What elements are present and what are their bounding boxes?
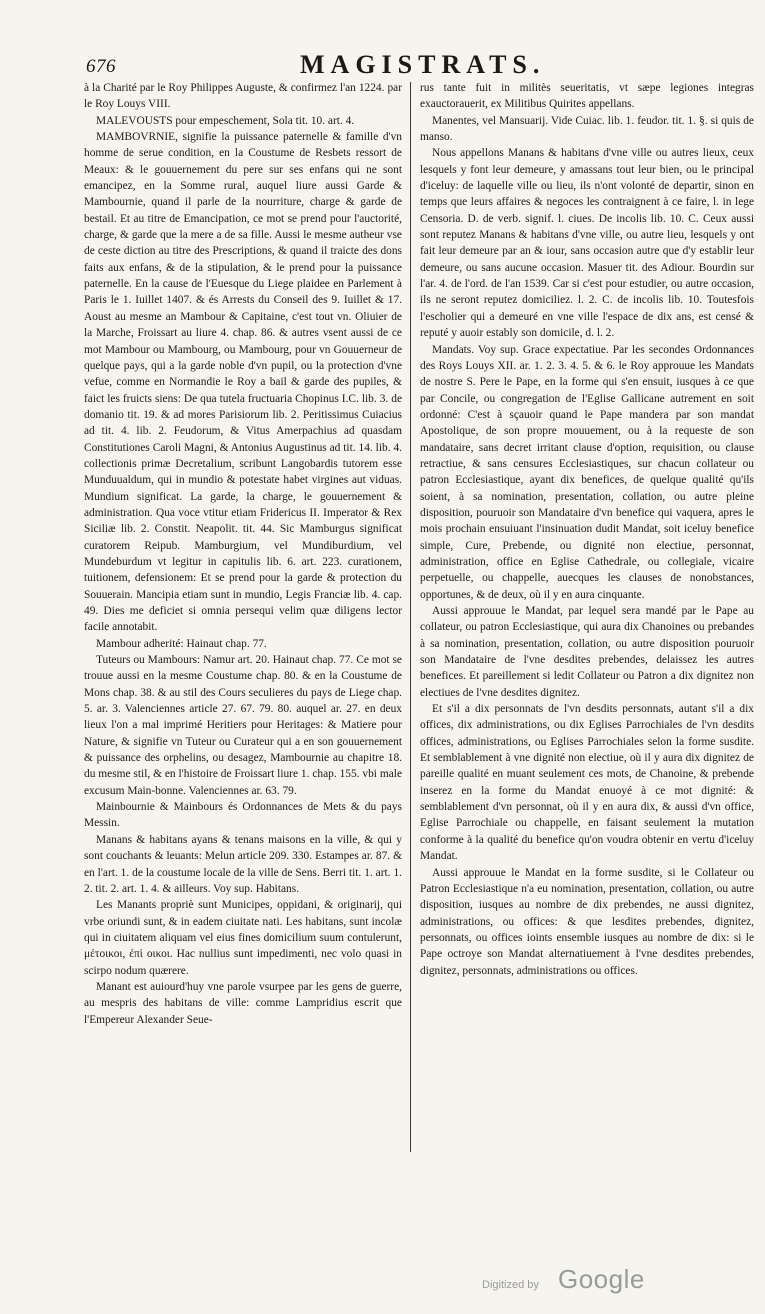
paragraph: Aussi approuue le Mandat, par lequel sera mandé par le Pape au collateur, ou patron Ecclesiastique, qui aura dix Chanoines ou prebandes à sa nomination, presentation, collation, ou autre disposition pouruoir son Mandataire de l'vne desdites prebendes, delaissez les autres benefices. Et pareillement si ledit Collateur ou Patron a dix dignitez non electiues de l'vne desdites dignitez. <box>420 605 754 699</box>
paragraph: Mambour adherité: Hainaut chap. 77. <box>96 637 267 650</box>
paragraph: Mandats. Voy sup. Grace expectatiue. Par les secondes Ordonnances des Roys Louys XII. ar. 1. 2. 3. 4. 5. & 6. le Roy approuue les Mandats de nostre S. Pere le Pape, en la forme qui s'en ensuit, iusques à ce que par Concile, ou congregation de l'Eglise Gallicane autrement en soit ordonné: C'est à sçauoir quand le Pape mandera par son mandat Apostolique, de son propre mouuement, ou à la requeste de son mandataire, sans decret irritant clause d'option, requisition, ou clause retractiue, & sans censures Ecclesiastiques, sur chacun collateur ou patron Ecclesiastique, ayant dix benefices, de quelque qualité qu'ils soient, à sa nomination, presentation, collation, ou autre pleine disposition, pouruoir son Mandataire d'vn benefice qui vaquera, apres le mois prochain ensuiuant l'insinuation dudit Mandat, soit iceluy benefice simple, Cure, Prebende, ou dignité non electiue, personnat, administration, office en Eglise Cathedrale, ou collegiale, vicaire perpetuelle, ou chappelle, auecques les clauses de nonobstances, opportunes, & de deux, où il y en aura cinquante. <box>420 343 754 601</box>
paragraph: rus tante fuit in militès seueritatis, vt sæpe legiones integras exauctorauerit, ex Militibus Quirites appellans. <box>420 82 754 111</box>
right-column <box>420 80 754 979</box>
digitized-by-google-watermark <box>468 1264 668 1298</box>
google-logo-text: Google <box>558 1264 645 1294</box>
page-number: 676 <box>86 56 116 77</box>
paragraph: à la Charité par le Roy Philippes Auguste, & confirmez l'an 1224. par le Roy Louys VIII. <box>84 82 402 111</box>
paragraph: Aussi approuue le Mandat en la forme susdite, si le Collateur ou Patron Ecclesiastique n'a eu nomination, presentation, collation, ou autre disposition, iusques au nombre de dix prebendes, ne aussi dignitez, administrations, ou offices: & que lesdites prebendes, dignitez, personnats, ou offices ioints ensemble iusques au nombre de dix: si le Pape octroye son Mandat alternatiuement à l'vne desdites prebendes, dignitez, personnats, administrations ou offices. <box>420 866 754 977</box>
paragraph: Manentes, vel Mansuarij. Vide Cuiac. lib. 1. feudor. tit. 1. §. si quis de manso. <box>420 114 754 144</box>
paragraph: MALEVOUSTS pour empeschement, Sola tit. 10. art. 4. <box>96 114 355 127</box>
paragraph: Mainbournie & Mainbours és Ordonnances de Mets & du pays Messin. <box>84 801 402 830</box>
left-column <box>84 80 402 1028</box>
digitized-by-label: Digitized by <box>482 1279 539 1291</box>
paragraph: Manans & habitans ayans & tenans maisons en la ville, & qui y sont couchants & leuants: Melun article 209. 330. Estampes ar. 87. & en l'art. 1. de la coustume locale de la ville de Sens. Berri tit. 1. art. 1. 2. tit. 2. art. 1. 4. & ailleurs. Voy sup. Habitans. <box>84 833 402 895</box>
paragraph: Nous appellons Manans & habitans d'vne ville ou autres lieux, ceux lesquels y font leur demeure, y amassans tout leur bien, ou le principal d'iceluy: de laquelle ville ou lieu, ils n'ont volonté de departir, sinon en temps que leurs affaires & negoces les contraignent à ce faire, l. in lege Censoria. D. de verb. signif. l. ciues. De incolis lib. 10. C. Ceux aussi sont reputez Manans & habitans d'vne ville, ou autre lieu, lesquels y ont fait leur demeure par an & iour, sans occasion autre que d'y establir leur demeure, ou sans aucune occasion. Masuer tit. des Adiour. Bourdin sur l'ar. 4. de l'ord. de l'an 1539. Car si c'est pour estudier, ou autre occasion, ils ne seront reputez domiciliez. l. 2. C. de incolis lib. 10. Toutesfois l'escholier qui a demeuré en vne ville l'espace de dix ans, est censé & reputé y auoir estably son domicile, d. l. 2. <box>420 147 754 340</box>
paragraph: Et s'il a dix personnats de l'vn desdits personnats, autant s'il a dix offices, dix administrations, ou dix Eglises Parrochiales de l'vn desdits offices, administrations, ou Eglises Parrochiales selon la forme susdite. Et semblablement à vne dignité non electiue, où il y aura dix dignitez de pareille qualité en muant seulement ces mots, de Chanoine, & prebende inserez en la forme du Mandat enuoyé à ce mot dignité: & semblablement d'vn personnat, où il y en aura dix, & aussi d'vn office, Eglise Parrochiale ou chappelle, en faisant seulement la mutation conforme à la qualité du benefice qu'on voudra obtenir en vertu d'iceluy Mandat. <box>420 703 754 863</box>
column-divider <box>410 82 411 1152</box>
paragraph: Les Manants propriè sunt Municipes, oppidani, & originarij, qui vrbe oriundi sunt, & in eadem ciuitate nati. Les habitans, sunt incolæ qui in ciuitatem aliquam vel eius fines domicilium suum contulerunt, μέτοικοι, ἐπὶ οικοι. Hac nullius sunt impedimenti, nec volo quasi in scirpo nodum quærere. <box>84 899 402 977</box>
paragraph: Tuteurs ou Mambours: Namur art. 20. Hainaut chap. 77. Ce mot se trouue aussi en la mesme Coustume chap. 80. & en la Coustume de Mons chap. 38. & au stil des Cours seculieres du pays de Liege chap. 5. ar. 3. Valenciennes article 27. 67. 79. 80. auquel ar. 27. en deux lieux l'on a mal imprimé Heritiers pour Heritages: & Matiere pour Nature, & signifie vn Tuteur ou Curateur qui a en son gouuernement & puissance des orphelins, ou desagez, Mambournie au chapitre 18. du mesme stil, & en l'histoire de Froissart liure 1. chap. 155. vbi male excusum Main-bonne. Valenciennes ar. 63. 79. <box>84 654 402 797</box>
paragraph: MAMBOVRNIE, signifie la puissance paternelle & famille d'vn homme de serue condition, en la Coustume de Resbets ressort de Meaux: & le gouuernement du pere sur ses enfans qui ne sont emancipez, en la Somme rural, auquel liure aussi Garde & Mambournie, quand il parle de la nourriture, charge & garde de bestail. Et au titre de Emancipation, ce mot se prend pour l'auctorité, charge, & garde que la mere a de sa fille. Aussi le mesme autheur vse de ceste diction au titre des Prescriptions, & quand il traicte des dons faits aux enfans, & de la stipulation, & le prend pour la puissance paternelle. En la cause de l'Euesque du Liege plaidee en Parlement à Paris le 1. Iuillet 1407. & és Arrests du Conseil des 9. Iuillet & 17. Aoust au mesme an Mambour & Capitaine, c'est tout vn. Oliuier de la Marche, Froissart au liure 4. chap. 86. & autres vsent aussi de ce mot Mambour ou Mambourg, ou Mambourg, pour vn Gouuerneur de quelque pays, qui a la garde noble d'vn pupil, ou la protection d'vne vefue, comme en Normandie le Roy a bail & garde des pupiles, & faict les fruicts siens: De qua tutela fructuaria Chopinus I.C. lib. 3. de domanio tit. 19. & ad mores Parisiorum lib. 2. Peritissimus Cuiacius ad tit. 4. lib. 2. Feudorum, & Vitus Amerpachius ad quasdam Constitutiones Caroli Magni, & Antonius Augustinus ad tit. 14. lib. 4. collectionis primæ Decretalium, scribunt Langobardis tutorem esse Munduualdum, qui in mundio & potestate habet virgines aut viduas. Mundium significat. La garde, la charge, le gouuernement & administration. Qua voce vtitur etiam Fridericus II. Imperator & Rex Siciliæ lib. 2. Constit. Neapolit. tit. 44. Sic Mamburgus significat curatorem Reipub. Mamburgium, vel Mundiburdium, vel Mundeburdum vt legitur in capitulis lib. 6. art. 223. curationem, tuitionem, defensionem: Et se prend pour la garde & protection du Souuerain. Mancipia etiam sunt in mundio, Legis Franciæ lib. 4. cap. 49. Dies me deficiet si omnia persequi velim quæ diligens lector facile annotabit. <box>84 131 402 634</box>
paragraph: Manant est auiourd'huy vne parole vsurpee par les gens de guerre, au mespris des habitans de ville: comme Lampridius escrit que l'Empereur Alexander Seue- <box>84 980 402 1026</box>
running-title: MAGISTRATS. <box>300 50 546 79</box>
